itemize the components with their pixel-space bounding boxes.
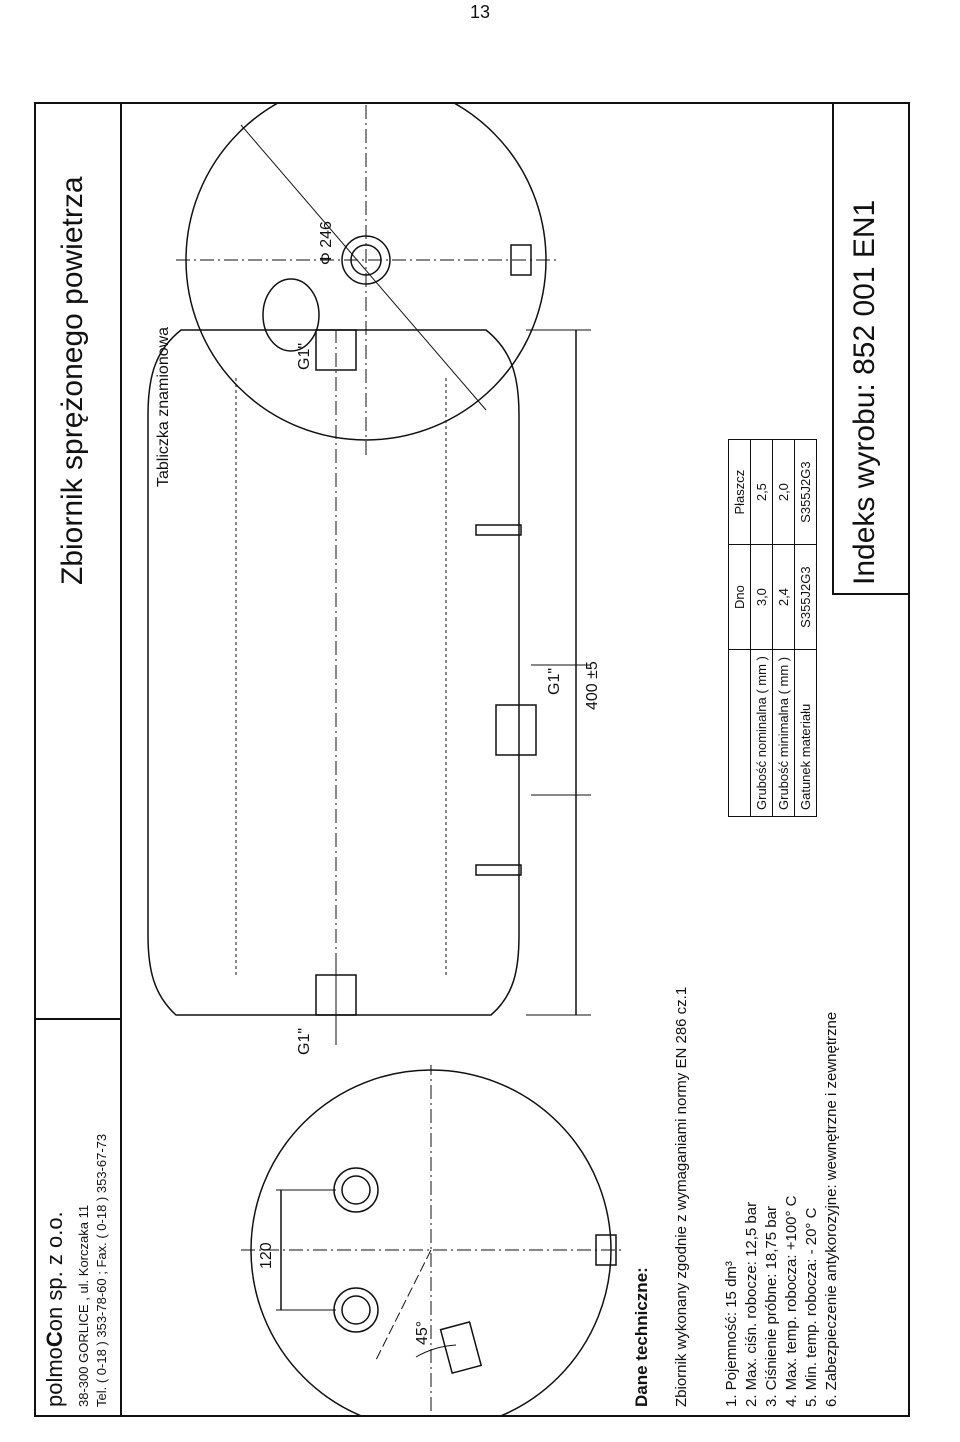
angle-45: 45° — [414, 1320, 431, 1345]
table-cell: S355J2G3 — [795, 440, 817, 545]
table-cell: 2,5 — [751, 440, 773, 545]
technical-data-heading: Dane techniczne: — [632, 1267, 651, 1407]
material-table — [728, 439, 817, 817]
table-row — [773, 440, 795, 817]
length-dimension: 400 ±5 — [584, 661, 601, 710]
table-cell: Grubość minimalna ( mm ) — [773, 650, 795, 817]
product-index: Indeks wyrobu: 852 001 EN1 — [848, 199, 881, 585]
spec-item: 3. Ciśnienie próbne: 18,75 bar — [763, 1206, 780, 1407]
thread-g1-left: G1" — [296, 1027, 313, 1055]
spec-item: 2. Max. ciśn. robocze: 12,5 bar — [743, 1201, 760, 1407]
thread-g1-right: G1" — [296, 342, 313, 370]
table-header-cell — [729, 650, 751, 817]
thread-g1-bottom: G1" — [546, 667, 563, 695]
norm-compliance-text: Zbiornik wykonany zgodnie z wymaganiami normy EN 286 cz.1 — [673, 986, 690, 1407]
table-cell: 3,0 — [751, 545, 773, 650]
table-header-cell: Dno — [729, 545, 751, 650]
left-port-2 — [334, 1168, 378, 1212]
table-row — [795, 440, 817, 817]
spec-item: 6. Zabezpieczenie antykorozyjne: wewnętrzne i zewnętrzne — [823, 1011, 840, 1407]
spec-list — [722, 1012, 842, 1407]
table-cell: Gatunek materiału — [795, 650, 817, 817]
spec-item: 4. Max. temp. robocza: +100° C — [783, 1195, 800, 1407]
table-cell: Grubość nominalna ( mm ) — [751, 650, 773, 817]
nameplate-oval — [263, 279, 319, 351]
company-name: polmoCon sp. z o.o. — [42, 1211, 67, 1407]
left-port-1 — [334, 1288, 378, 1332]
tank-body — [148, 330, 519, 1015]
page-number: 13 — [469, 2, 491, 22]
diameter-dimension: Φ 246 — [318, 221, 335, 265]
dim-120: 120 — [258, 1242, 275, 1269]
table-header-row — [729, 440, 751, 817]
table-header-cell: Płaszcz — [729, 440, 751, 545]
table-row — [751, 440, 773, 817]
table-cell: 2,4 — [773, 545, 795, 650]
table-cell: 2,0 — [773, 440, 795, 545]
drawing-sheet — [34, 102, 910, 1417]
spec-item: 5. Min. temp. robocza: - 20° C — [803, 1207, 820, 1407]
company-address: 38-300 GORLICE , ul. Korczaka 11 — [76, 1204, 91, 1407]
spec-item: 1. Pojemność: 15 dm³ — [723, 1261, 740, 1407]
bottom-port — [496, 705, 536, 755]
nameplate-label: Tabliczka znamionowa — [155, 326, 172, 487]
table-cell: S355J2G3 — [795, 545, 817, 650]
document-title: Zbiornik sprężonego powietrza — [56, 176, 89, 585]
company-phones: Tel. ( 0-18 ) 353-78-60 ; Fax. ( 0-18 ) 353-67-73 — [94, 1133, 109, 1407]
